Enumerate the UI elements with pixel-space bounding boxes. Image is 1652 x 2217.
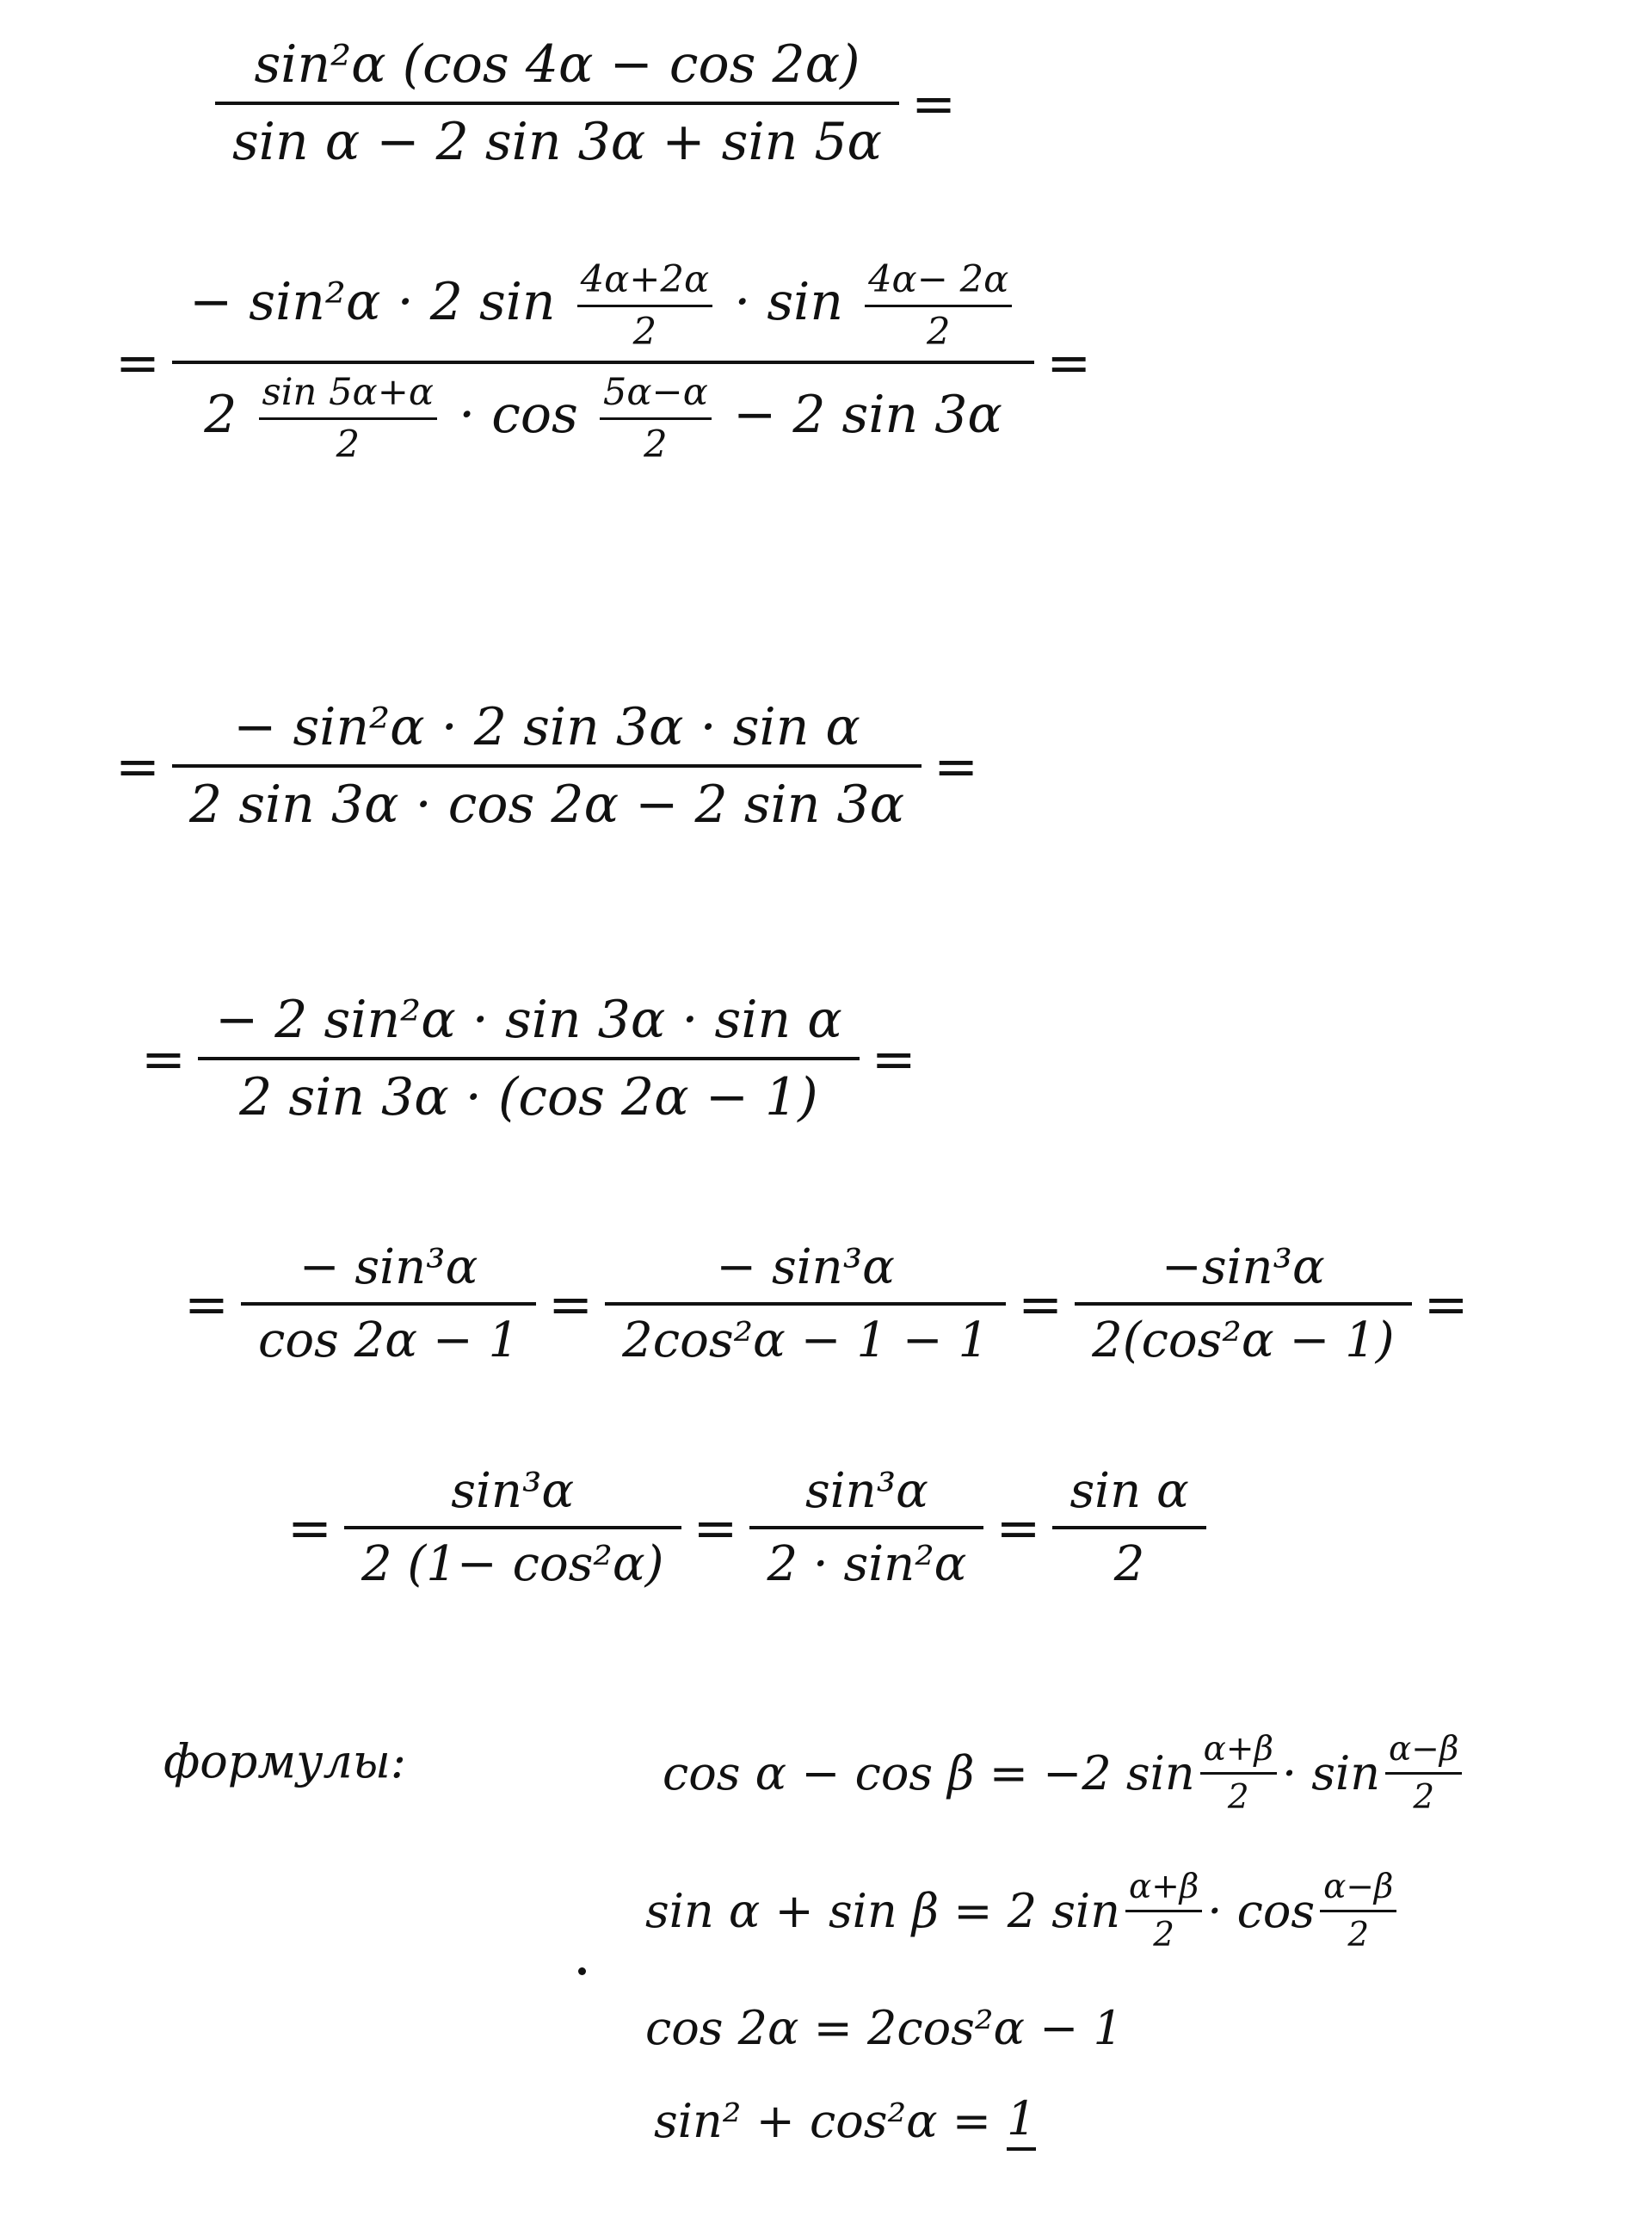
step-5-fraction-3: [1075, 1239, 1412, 1368]
fraction-bar: [749, 1526, 983, 1529]
equals-sign: =: [548, 1272, 594, 1336]
equals-sign: =: [871, 1027, 916, 1090]
half-fraction-denominator: 2: [1413, 1778, 1435, 1817]
term: − sin²α · 2 sin: [188, 272, 556, 333]
term: · cos: [459, 385, 578, 446]
half-fraction-denominator: 2: [1153, 1916, 1174, 1955]
equals-sign: =: [141, 1027, 186, 1090]
formula-term: · cos: [1207, 1884, 1316, 1938]
formula-term: cos α − cos β = −2 sin: [663, 1746, 1195, 1800]
step-2-fraction: [172, 258, 1034, 466]
fraction-numerator: −sin³α: [1161, 1239, 1325, 1295]
formula-cos-double-angle: cos 2α = 2cos²α − 1: [645, 2001, 1123, 2055]
step-1-fraction: [215, 34, 899, 172]
term: · sin: [734, 272, 843, 333]
equals-sign: =: [934, 734, 979, 798]
half-fraction-denominator: 2: [1347, 1916, 1370, 1955]
half-fraction: [600, 371, 712, 466]
fraction-numerator: sin³α: [451, 1463, 575, 1519]
half-fraction-numerator: 4α− 2α: [868, 258, 1009, 301]
half-fraction-denominator: 2: [336, 423, 361, 466]
half-fraction: [1125, 1868, 1202, 1955]
half-fraction-numerator: α+β: [1128, 1868, 1199, 1906]
step-4: [129, 990, 928, 1127]
half-fraction: [1200, 1730, 1277, 1817]
half-fraction-numerator: α+β: [1203, 1730, 1273, 1769]
fraction-bar: [172, 764, 922, 768]
half-fraction-denominator: 2: [926, 311, 951, 354]
formulas-label: формулы:: [163, 1734, 406, 1788]
formula-term: · sin: [1281, 1746, 1381, 1800]
step-6-fraction-1: [344, 1463, 681, 1592]
half-fraction-denominator: 2: [644, 423, 668, 466]
equals-sign: =: [1046, 330, 1092, 394]
half-fraction: [865, 258, 1012, 354]
fraction-bar: [172, 361, 1034, 364]
fraction-denominator: 2 · sin²α: [767, 1536, 967, 1592]
half-fraction-numerator: α−β: [1323, 1868, 1394, 1906]
half-fraction: [1320, 1868, 1396, 1955]
fraction-bar: [259, 417, 438, 420]
fraction-numerator: − sin³α: [299, 1239, 478, 1295]
step-5-fraction-2: [605, 1239, 1006, 1368]
formula-term: sin α + sin β = 2 sin: [645, 1884, 1120, 1938]
step-3: [103, 697, 990, 835]
fraction-denominator: 2(cos²α − 1): [1092, 1312, 1395, 1368]
fraction-bar: [865, 305, 1012, 307]
equals-sign: =: [184, 1272, 229, 1336]
fraction-denominator: 2 (1− cos²α): [361, 1536, 664, 1592]
fraction-bar: [600, 417, 712, 420]
step-3-numerator: − sin²α · 2 sin 3α · sin α: [233, 697, 860, 757]
fraction-bar: [1125, 1910, 1202, 1912]
fraction-bar: [1385, 1772, 1462, 1775]
ink-dot: [578, 1967, 586, 1975]
step-2-numerator: [172, 258, 1034, 354]
step-5-fraction-1: [241, 1239, 536, 1368]
formula-cos-difference: [663, 1730, 1467, 1817]
step-5: [172, 1239, 1481, 1368]
fraction-bar: [344, 1526, 681, 1529]
step-3-denominator: 2 sin 3α · cos 2α − 2 sin 3α: [188, 775, 905, 835]
half-fraction: [1385, 1730, 1462, 1817]
fraction-bar: [215, 102, 899, 105]
equals-sign: =: [996, 1496, 1041, 1559]
fraction-bar: [577, 305, 712, 307]
fraction-bar: [1075, 1302, 1412, 1306]
fraction-bar: [1320, 1910, 1396, 1912]
step-2-denominator: [187, 371, 1020, 466]
half-fraction: [577, 258, 712, 354]
formula-sin-sum: [645, 1868, 1402, 1955]
half-fraction: [259, 371, 438, 466]
fraction-bar: [241, 1302, 536, 1306]
formula-pythagorean-identity: [654, 2091, 1036, 2151]
term: − 2 sin 3α: [732, 385, 1002, 446]
fraction-bar: [605, 1302, 1006, 1306]
fraction-numerator: sin α: [1069, 1463, 1189, 1519]
fraction-numerator: sin³α: [804, 1463, 928, 1519]
fraction-numerator: − sin³α: [716, 1239, 895, 1295]
step-2: [103, 258, 1103, 466]
equals-sign: =: [115, 330, 160, 394]
equals-sign: =: [1018, 1272, 1063, 1336]
step-3-fraction: [172, 697, 922, 835]
step-6-fraction-2: [749, 1463, 983, 1592]
formula-term: sin² + cos²α =: [654, 2094, 991, 2148]
equals-sign: =: [693, 1496, 738, 1559]
equals-sign: =: [287, 1496, 332, 1559]
step-1: [215, 34, 968, 172]
half-fraction-numerator: 4α+2α: [580, 258, 710, 301]
fraction-denominator: 2cos²α − 1 − 1: [622, 1312, 989, 1368]
equals-sign: =: [115, 734, 160, 798]
half-fraction-numerator: sin 5α+α: [262, 371, 435, 414]
half-fraction-numerator: 5α−α: [602, 371, 708, 414]
fraction-bar: [198, 1057, 860, 1060]
step-4-denominator: 2 sin 3α · (cos 2α − 1): [239, 1067, 818, 1127]
fraction-denominator: cos 2α − 1: [257, 1312, 520, 1368]
term: 2: [204, 385, 237, 446]
step-1-denominator: sin α − 2 sin 3α + sin 5α: [232, 112, 883, 172]
step-1-numerator: sin²α (cos 4α − cos 2α): [254, 34, 860, 95]
step-4-numerator: − 2 sin²α · sin 3α · sin α: [214, 990, 842, 1050]
half-fraction-denominator: 2: [1227, 1778, 1249, 1817]
fraction-bar: [1200, 1772, 1277, 1775]
half-fraction-numerator: α−β: [1389, 1730, 1459, 1769]
fraction-bar: [1052, 1526, 1205, 1529]
half-fraction-denominator: 2: [632, 311, 657, 354]
step-4-fraction: [198, 990, 860, 1127]
equals-sign: =: [1423, 1272, 1469, 1336]
step-6: [275, 1463, 1206, 1592]
equals-sign: =: [911, 71, 957, 135]
fraction-denominator: 2: [1113, 1536, 1145, 1592]
formula-result: 1: [1007, 2091, 1036, 2151]
step-6-fraction-3: [1052, 1463, 1205, 1592]
